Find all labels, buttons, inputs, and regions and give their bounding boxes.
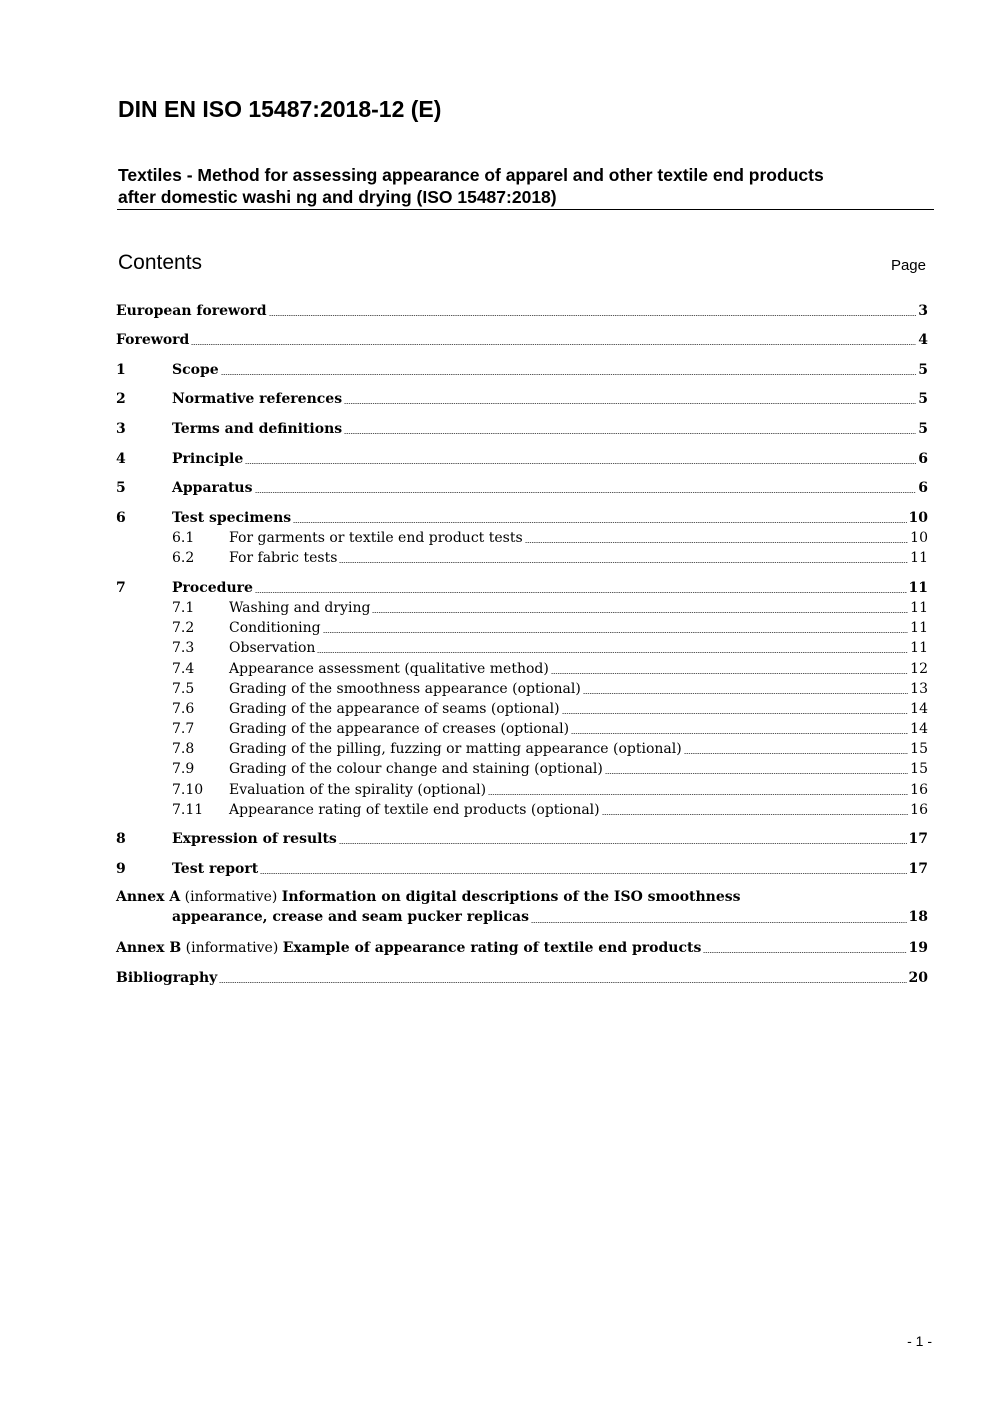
toc-entry[interactable] bbox=[116, 547, 928, 567]
toc-entry-page: 15 bbox=[910, 741, 928, 757]
page-number: - 1 - bbox=[907, 1333, 932, 1349]
toc-entry-number: 7.11 bbox=[172, 802, 204, 818]
toc-entry-number: 7.9 bbox=[172, 761, 195, 777]
annex-a-title-line-2: appearance, crease and seam pucker replicas bbox=[172, 909, 529, 925]
toc-dot-leader bbox=[372, 612, 908, 613]
toc-entry-number: 6 bbox=[116, 510, 126, 526]
toc-dot-leader bbox=[571, 733, 908, 734]
toc-dot-leader bbox=[531, 922, 907, 923]
toc-entry-title: Scope bbox=[172, 362, 219, 378]
toc-entry-page: 3 bbox=[918, 303, 928, 319]
toc-dot-leader bbox=[684, 753, 908, 754]
toc-entry-page: 19 bbox=[908, 940, 928, 956]
toc-dot-leader bbox=[344, 403, 916, 404]
toc-entry[interactable] bbox=[116, 799, 928, 819]
toc-dot-leader bbox=[525, 542, 909, 543]
toc-dot-leader bbox=[191, 344, 916, 345]
annex-a-title-line-1: Information on digital descriptions of the ISO smoothness bbox=[281, 889, 741, 905]
toc-entry-title: Grading of the smoothness appearance (optional) bbox=[229, 681, 581, 697]
toc-entry-number: 6.1 bbox=[172, 530, 195, 546]
toc-entry-number: 7.5 bbox=[172, 681, 195, 697]
toc-entry-page: 5 bbox=[918, 391, 928, 407]
toc-entry-title: Foreword bbox=[116, 332, 190, 348]
toc-entry-title: Appearance assessment (qualitative method) bbox=[229, 661, 549, 677]
toc-dot-leader bbox=[255, 592, 907, 593]
toc-dot-leader bbox=[339, 562, 908, 563]
toc-entry[interactable] bbox=[116, 698, 928, 718]
toc-dot-leader bbox=[605, 773, 908, 774]
toc-entry-page: 13 bbox=[910, 681, 928, 697]
toc-dot-leader bbox=[255, 492, 917, 493]
toc-entry-number: 7 bbox=[116, 580, 126, 596]
toc-dot-leader bbox=[488, 794, 908, 795]
toc-entry[interactable] bbox=[116, 718, 928, 738]
toc-entry-title: Test report bbox=[172, 861, 259, 877]
toc-entry-title: For fabric tests bbox=[229, 550, 338, 566]
toc-entry-page: 5 bbox=[918, 362, 928, 378]
annex-a-page: 18 bbox=[908, 909, 928, 925]
contents-heading: Contents bbox=[118, 251, 203, 274]
toc-entry-title: For garments or textile end product tests bbox=[229, 530, 523, 546]
toc-entry[interactable] bbox=[116, 967, 928, 987]
toc-dot-leader bbox=[293, 522, 906, 523]
toc-entry-page: 16 bbox=[910, 782, 928, 798]
toc-entry-page: 10 bbox=[910, 530, 928, 546]
toc-entry-title: Test specimens bbox=[172, 510, 292, 526]
toc-dot-leader bbox=[269, 315, 917, 316]
toc-entry-number: 7.1 bbox=[172, 600, 195, 616]
toc-entry[interactable] bbox=[116, 507, 928, 527]
toc-entry-title: Apparatus bbox=[172, 480, 253, 496]
toc-entry-number: 7.10 bbox=[172, 782, 204, 798]
toc-entry[interactable] bbox=[116, 758, 928, 778]
toc-entry[interactable] bbox=[116, 828, 928, 848]
toc-entry-title: European foreword bbox=[116, 303, 267, 319]
toc-dot-leader bbox=[703, 952, 906, 953]
toc-entry-annex-a[interactable] bbox=[116, 887, 928, 927]
toc-entry-title: Conditioning bbox=[229, 620, 321, 636]
toc-entry[interactable] bbox=[116, 300, 928, 320]
toc-entry-title: Example of appearance rating of textile end products bbox=[282, 940, 702, 956]
toc-entry-page: 11 bbox=[910, 620, 928, 636]
toc-entry[interactable] bbox=[116, 738, 928, 758]
toc-dot-leader bbox=[260, 873, 906, 874]
toc-entry[interactable] bbox=[116, 858, 928, 878]
annex-a-prefix: Annex A bbox=[116, 889, 181, 905]
toc-entry-page: 11 bbox=[908, 580, 928, 596]
toc-entry-title: Grading of the colour change and staining (optional) bbox=[229, 761, 603, 777]
toc-entry-page: 20 bbox=[908, 970, 928, 986]
toc-entry[interactable] bbox=[116, 359, 928, 379]
toc-entry-page: 12 bbox=[910, 661, 928, 677]
toc-entry-title: Normative references bbox=[172, 391, 343, 407]
toc-entry-page: 10 bbox=[908, 510, 928, 526]
toc-entry[interactable] bbox=[116, 577, 928, 597]
toc-dot-leader bbox=[344, 433, 916, 434]
toc-entry-title: Grading of the pilling, fuzzing or matting appearance (optional) bbox=[229, 741, 682, 757]
toc-entry-number: 9 bbox=[116, 861, 126, 877]
toc-entry-page: 14 bbox=[910, 701, 928, 717]
toc-entry-number: 7.4 bbox=[172, 661, 195, 677]
toc-entry-title: Procedure bbox=[172, 580, 253, 596]
toc-entry[interactable] bbox=[116, 937, 928, 957]
toc-entry[interactable] bbox=[116, 477, 928, 497]
toc-entry-informative: (informative) bbox=[181, 940, 283, 956]
toc-dot-leader bbox=[245, 463, 916, 464]
toc-entry-page: 14 bbox=[910, 721, 928, 737]
toc-entry-page: 15 bbox=[910, 761, 928, 777]
toc-entry-page: 17 bbox=[908, 831, 928, 847]
toc-entry-page: 6 bbox=[918, 451, 928, 467]
toc-entry[interactable] bbox=[116, 329, 928, 349]
toc-dot-leader bbox=[602, 814, 909, 815]
toc-dot-leader bbox=[317, 652, 908, 653]
document-subtitle bbox=[118, 164, 934, 208]
toc-entry-page: 11 bbox=[910, 600, 928, 616]
toc-entry-title: Grading of the appearance of seams (optional) bbox=[229, 701, 560, 717]
toc-entry-page: 16 bbox=[910, 802, 928, 818]
toc-entry[interactable] bbox=[116, 637, 928, 657]
toc-entry-title: Grading of the appearance of creases (optional) bbox=[229, 721, 570, 737]
toc-entry-title: Bibliography bbox=[116, 970, 218, 986]
toc-entry-title: Washing and drying bbox=[229, 600, 371, 616]
toc-entry-page: 6 bbox=[918, 480, 928, 496]
toc-entry[interactable] bbox=[116, 779, 928, 799]
toc-entry-number: 1 bbox=[116, 362, 126, 378]
toc-entry[interactable] bbox=[116, 527, 928, 547]
toc-dot-leader bbox=[339, 843, 907, 844]
toc-dot-leader bbox=[551, 673, 908, 674]
toc-dot-leader bbox=[219, 982, 906, 983]
toc-entry[interactable] bbox=[116, 448, 928, 468]
toc-entry-number: 7.8 bbox=[172, 741, 195, 757]
toc-entry-page: 11 bbox=[910, 640, 928, 656]
toc-entry[interactable] bbox=[116, 388, 928, 408]
toc-dot-leader bbox=[221, 374, 917, 375]
toc-dot-leader bbox=[323, 632, 909, 633]
toc-dot-leader bbox=[583, 693, 908, 694]
toc-entry[interactable] bbox=[116, 617, 928, 637]
toc-entry-page: 4 bbox=[918, 332, 928, 348]
toc-entry-page: 11 bbox=[910, 550, 928, 566]
toc-entry-number: 2 bbox=[116, 391, 126, 407]
toc-entry-number: 4 bbox=[116, 451, 126, 467]
annex-a-informative: (informative) bbox=[180, 889, 282, 905]
toc-entry-title: Observation bbox=[229, 640, 316, 656]
toc-entry-title: Principle bbox=[172, 451, 244, 467]
subtitle-line-2: after domestic washi ng and drying (ISO 15487:2018) bbox=[118, 187, 557, 207]
toc-entry-prefix: Annex B bbox=[116, 940, 182, 956]
toc-entry-page: 5 bbox=[918, 421, 928, 437]
toc-entry-number: 3 bbox=[116, 421, 126, 437]
subtitle-underline-rule bbox=[117, 209, 934, 210]
document-id-title: DIN EN ISO 15487:2018-12 (E) bbox=[118, 96, 442, 122]
toc-entry[interactable] bbox=[116, 678, 928, 698]
toc-entry-number: 5 bbox=[116, 480, 126, 496]
toc-entry-number: 7.2 bbox=[172, 620, 195, 636]
toc-entry-title: Terms and definitions bbox=[172, 421, 343, 437]
toc-entry-number: 7.3 bbox=[172, 640, 195, 656]
toc-entry[interactable] bbox=[116, 658, 928, 678]
toc-entry-number: 8 bbox=[116, 831, 126, 847]
subtitle-line-1: Textiles - Method for assessing appearance of apparel and other textile end products bbox=[118, 165, 824, 185]
toc-entry-number: 6.2 bbox=[172, 550, 195, 566]
page-column-label: Page bbox=[890, 257, 926, 274]
toc-entry-title: Evaluation of the spirality (optional) bbox=[229, 782, 487, 798]
toc-dot-leader bbox=[562, 713, 909, 714]
toc-entry-page: 17 bbox=[908, 861, 928, 877]
toc-entry-number: 7.7 bbox=[172, 721, 195, 737]
toc-entry-number: 7.6 bbox=[172, 701, 195, 717]
toc-entry-title: Expression of results bbox=[172, 831, 337, 847]
toc-entry[interactable] bbox=[116, 597, 928, 617]
toc-entry[interactable] bbox=[116, 418, 928, 438]
toc-entry-title: Appearance rating of textile end products (optional) bbox=[229, 802, 600, 818]
